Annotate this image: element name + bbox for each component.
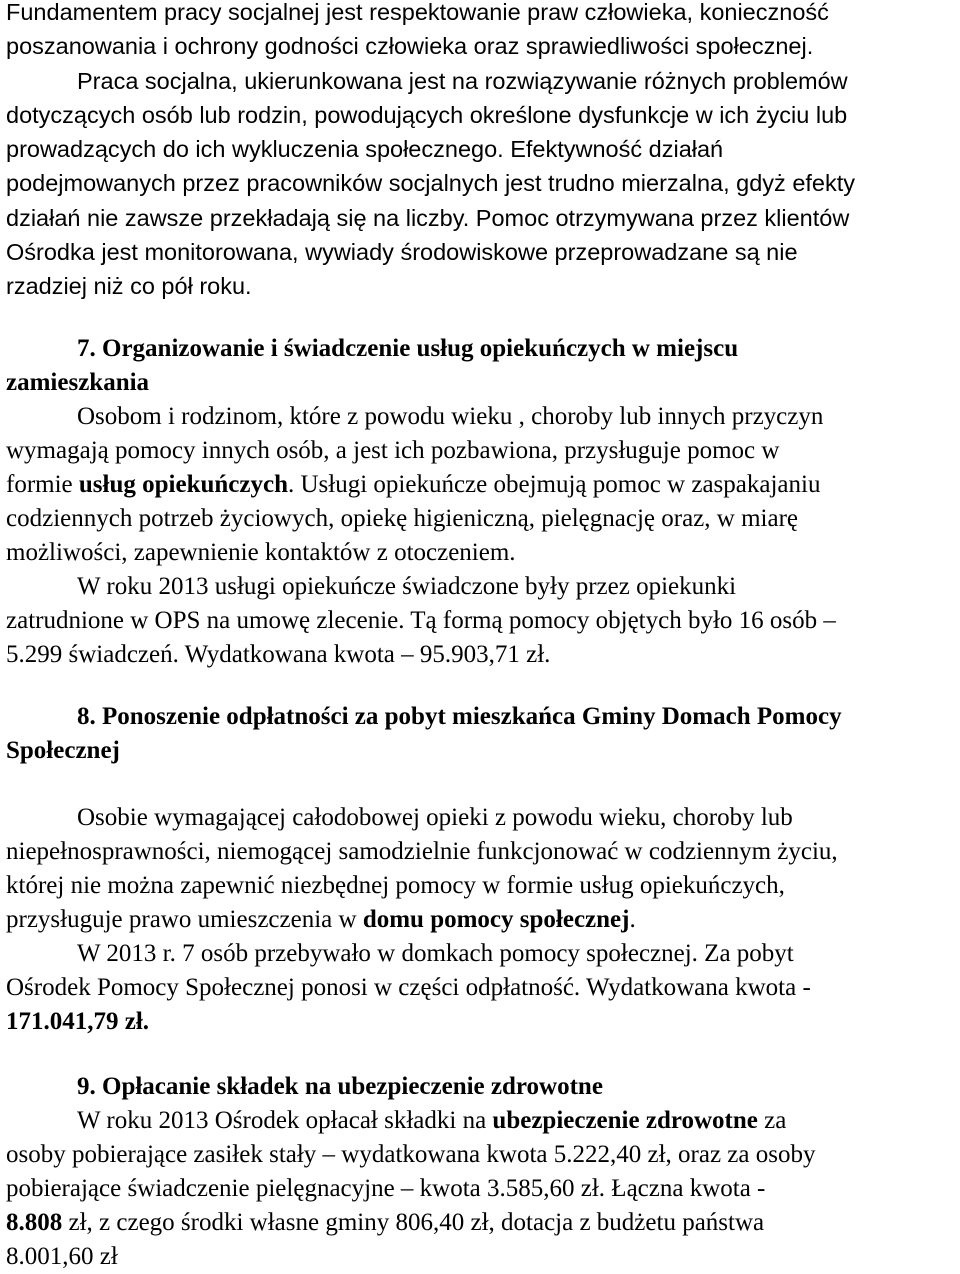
- text-line: [6, 903, 958, 937]
- section-8: [6, 700, 958, 768]
- text-line: poszanowania i ochrony godności człowieka oraz sprawiedliwości społecznej.: [6, 33, 814, 60]
- section-heading: zamieszkania: [6, 369, 150, 396]
- text-line: [6, 468, 958, 502]
- bold-text: usług opiekuńczych: [78, 471, 288, 498]
- text-line: rzadziej niż co pół roku.: [6, 273, 252, 300]
- text-line: podejmowanych przez pracowników socjalnych jest trudno mierzalna, gdyż efekty: [6, 170, 856, 197]
- section-heading: 9. Opłacanie składek na ubezpieczenie zdrowotne: [77, 1073, 603, 1100]
- text-line: [6, 1104, 958, 1138]
- text-run: .: [629, 906, 636, 933]
- text-line: 5.299 świadczeń. Wydatkowana kwota – 95.903,71 zł.: [6, 641, 551, 668]
- text-line: W 2013 r. 7 osób przebywało w domkach pomocy społecznej. Za pobyt: [77, 940, 794, 967]
- text-line: 8.001,60 zł: [6, 1243, 118, 1270]
- intro-paragraph: [6, 0, 954, 304]
- text-run: przysługuje prawo umieszczenia w: [6, 906, 363, 933]
- text-line: pobierające świadczenie pielęgnacyjne – kwota 3.585,60 zł. Łączna kwota -: [6, 1175, 766, 1202]
- text-run: formie: [6, 471, 79, 498]
- bold-text: ubezpieczenie zdrowotne: [492, 1107, 758, 1134]
- text-line: zatrudnione w OPS na umowę zlecenie. Tą formą pomocy objętych było 16 osób –: [6, 607, 836, 634]
- text-line: codziennych potrzeb życiowych, opiekę higieniczną, pielęgnację oraz, w miarę: [6, 505, 798, 532]
- text-line: dotyczących osób lub rodzin, powodujących określone dysfunkcje w ich życiu lub: [6, 101, 848, 128]
- text-run: W roku 2013 Ośrodek opłacał składki na: [77, 1107, 493, 1134]
- text-line: [6, 1206, 958, 1240]
- text-line: Osobom i rodzinom, które z powodu wieku , choroby lub innych przyczyn: [77, 403, 824, 430]
- section-heading: 7. Organizowanie i świadczenie usług opiekuńczych w miejscu: [77, 335, 739, 362]
- section-9: [6, 1070, 958, 1274]
- amount-total: 171.041,79 zł.: [6, 1008, 150, 1035]
- text-line: osoby pobierające zasiłek stały – wydatkowana kwota 5.222,40 zł, oraz za osoby: [6, 1141, 816, 1168]
- bold-text: domu pomocy społecznej: [362, 906, 630, 933]
- text-line: prowadzących do ich wykluczenia społecznego. Efektywność działań: [6, 136, 724, 163]
- text-line: Osobie wymagającej całodobowej opieki z powodu wieku, choroby lub: [77, 804, 793, 831]
- text-line: W roku 2013 usługi opiekuńcze świadczone były przez opiekunki: [77, 573, 737, 600]
- text-run: zł, z czego środki własne gminy 806,40 zł, dotacja z budżetu państwa: [62, 1209, 765, 1236]
- section-7: [6, 332, 958, 672]
- bold-text: 8.808: [6, 1209, 63, 1236]
- text-line: działań nie zawsze przekładają się na liczby. Pomoc otrzymywana przez klientów: [6, 204, 850, 231]
- text-line: Ośrodek Pomocy Społecznej ponosi w części odpłatność. Wydatkowana kwota -: [6, 974, 811, 1001]
- section-8-body: [6, 801, 958, 1039]
- section-heading: 8. Ponoszenie odpłatności za pobyt mieszkańca Gminy Domach Pomocy: [77, 703, 842, 730]
- text-line: wymagają pomocy innych osób, a jest ich pozbawiona, przysługuje pomoc w: [6, 437, 780, 464]
- text-line: której nie można zapewnić niezbędnej pomocy w formie usług opiekuńczych,: [6, 872, 785, 899]
- text-line: Praca socjalna, ukierunkowana jest na rozwiązywanie różnych problemów: [77, 67, 848, 94]
- text-line: Fundamentem pracy socjalnej jest respektowanie praw człowieka, konieczność: [6, 0, 829, 25]
- text-run: za: [757, 1107, 787, 1134]
- text-line: niepełnosprawności, niemogącej samodzielnie funkcjonować w codziennym życiu,: [6, 838, 838, 865]
- text-run: . Usługi opiekuńcze obejmują pomoc w zaspakajaniu: [287, 471, 821, 498]
- text-line: Ośrodka jest monitorowana, wywiady środowiskowe przeprowadzane są nie: [6, 239, 798, 266]
- text-line: możliwości, zapewnienie kontaktów z otoczeniem.: [6, 539, 516, 566]
- section-heading: Społecznej: [6, 737, 120, 764]
